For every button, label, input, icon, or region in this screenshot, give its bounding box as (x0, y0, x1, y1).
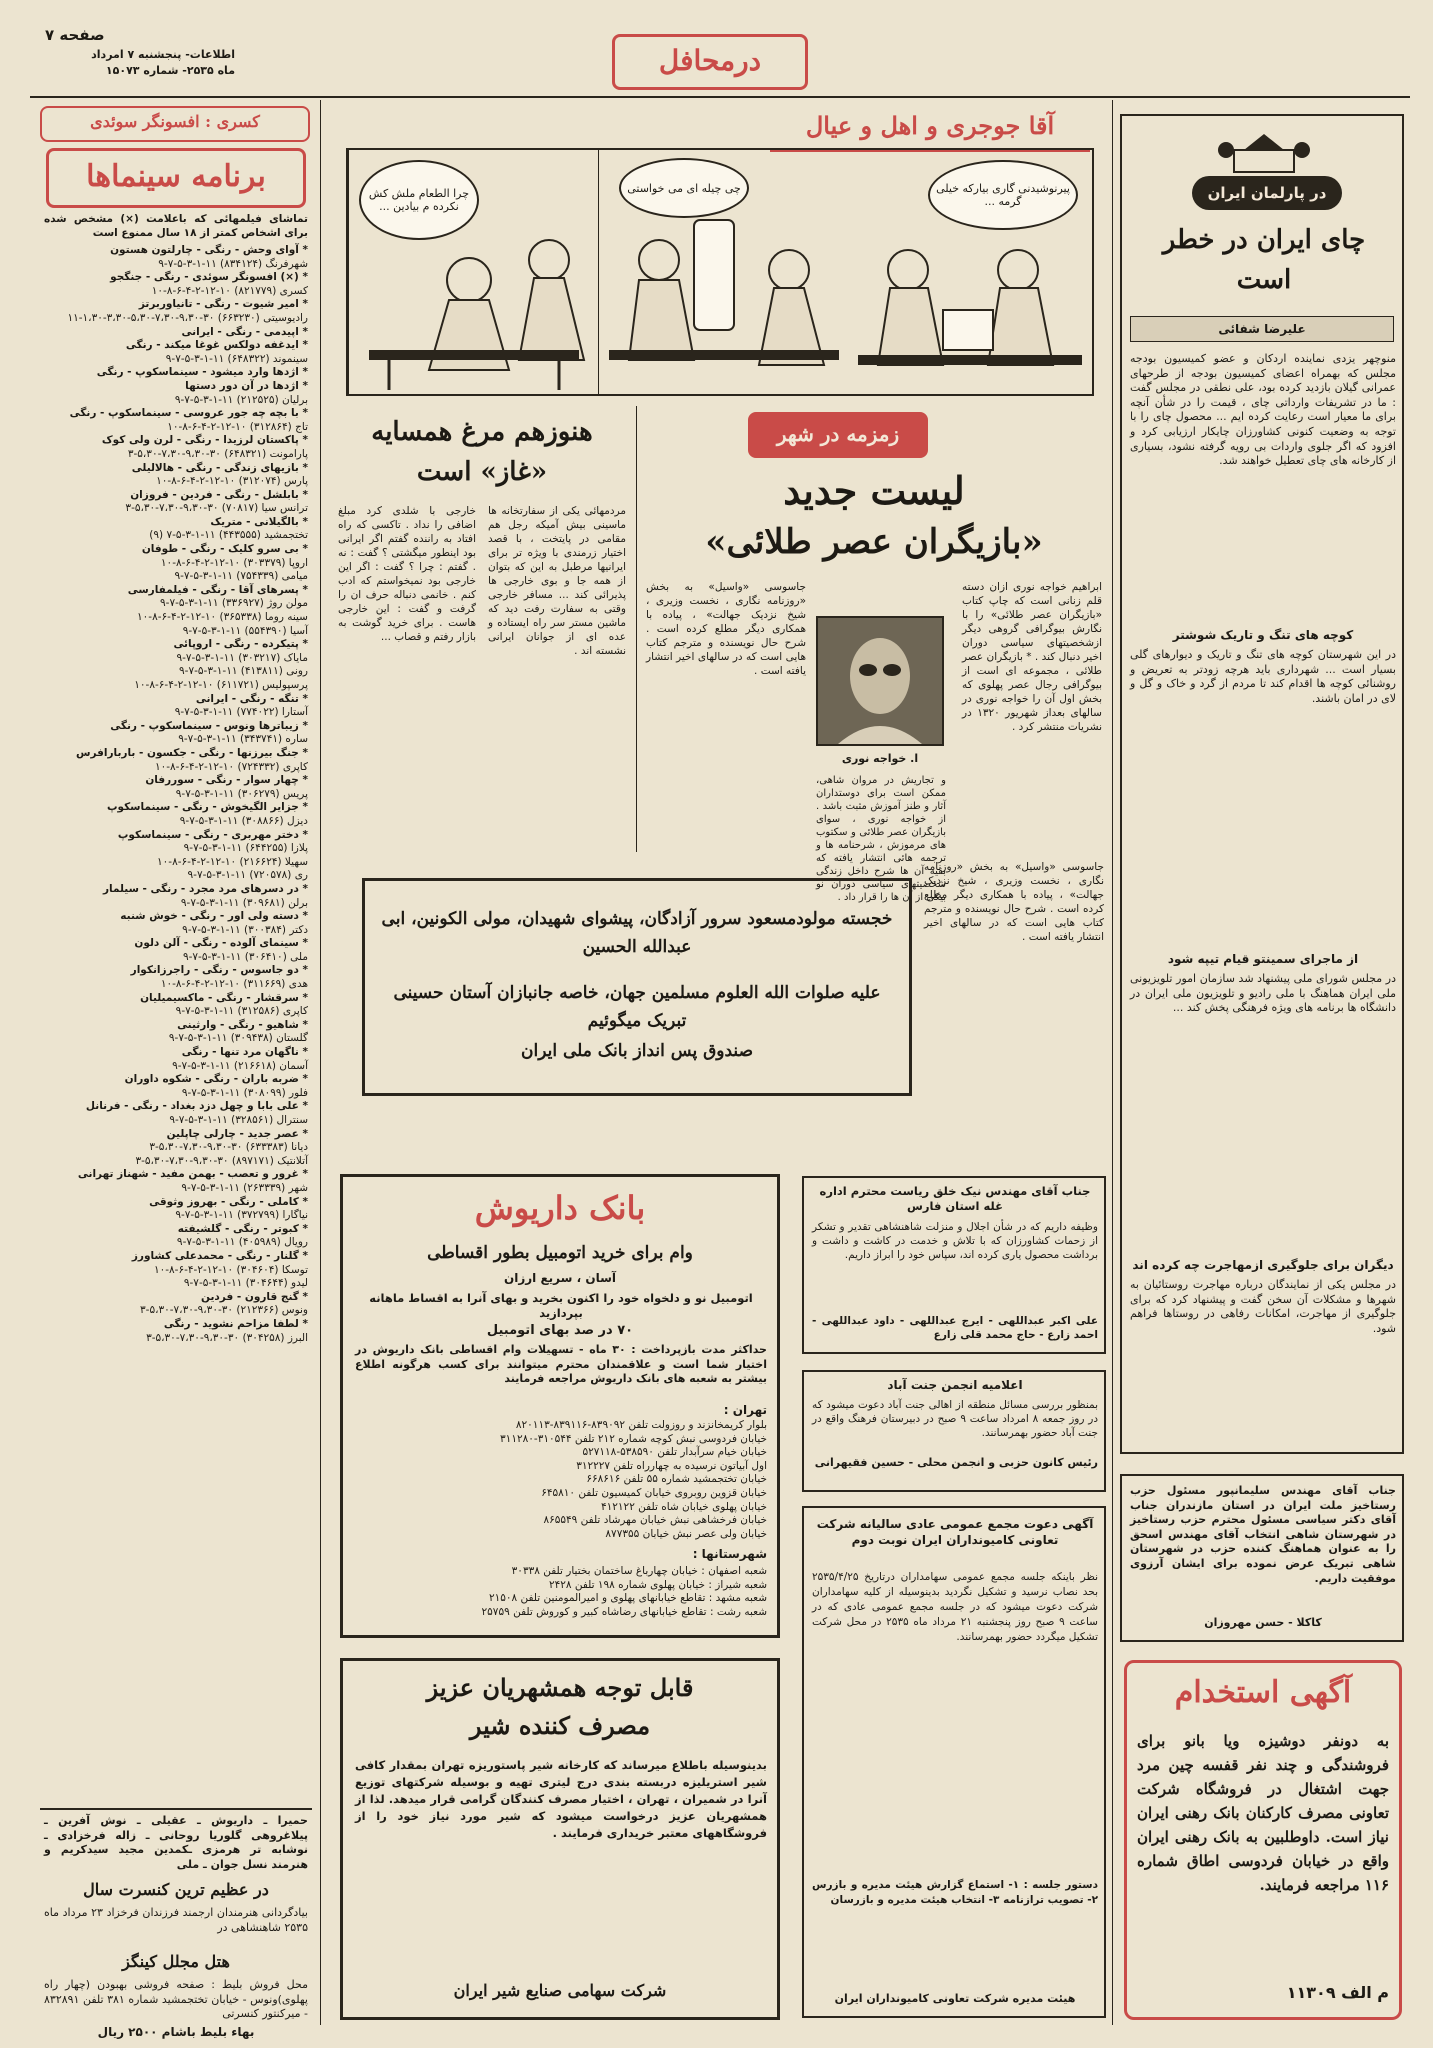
cartoon-figures-2 (599, 150, 849, 394)
cinema-list-item: شهرفرنگ (۸۳۴۱۲۴) ۱۱-۱-۳-۵-۷-۹ (158, 257, 308, 270)
cartoon-figures-3 (349, 150, 599, 394)
cinema-list-item: * در دسرهای مرد مجرد - رنگی - سیلمار (102, 882, 308, 895)
cinema-list-item: پریس (۳۰۶۲۷۹) ۱۱-۱-۳-۵-۷-۹ (175, 787, 308, 800)
cinema-list-item: تختجمشید (۴۴۳۵۵۵) ۱۱-۱-۳-۵-۷ (۹) (149, 529, 308, 542)
cinema-list-item: هدی (۳۱۱۶۶۹) ۱۰-۱۲-۲-۴-۶-۸-۱۰ (160, 978, 308, 991)
cinema-list-item: پرسپولیس (۶۱۱۷۲۱) ۱۰-۱۲-۲-۴-۶-۸-۱۰ (134, 679, 308, 691)
cinema-list-item: مولن روژ (۳۳۶۹۲۷) ۱۱-۱-۳-۵-۷-۹ (160, 597, 308, 610)
branch-item: خیابان خیام سرآبدار تلفن ۵۳۸۵۹۰-۵۲۷۱۱۸ (582, 1446, 767, 1459)
cinema-column (40, 100, 312, 2039)
ticket-price: بهاء بلیط باشام ۲۵۰۰ ریال (97, 2025, 255, 2039)
cinema-list-item: گلستان (۳۰۹۴۳۸) ۱۱-۱-۳-۵-۷-۹ (168, 1032, 308, 1045)
cinema-list-item: سنترال (۳۲۸۵۶۱) ۱۱-۱-۳-۵-۷-۹ (169, 1114, 308, 1126)
anjoman-title: اعلامیه انجمن جنت آباد (887, 1378, 1023, 1392)
cinema-list-item: * گنج قارون - فردین (201, 1290, 308, 1303)
cinema-list-item: * جنگ بیرزنها - رنگی - جکسون - باربارافرس (75, 746, 308, 759)
employment-ad (1124, 1660, 1402, 2020)
anjoman-body: بمنظور بررسی مسائل منطقه از اهالی جنت آباد دعوت میشود که در روز جمعه ۸ امرداد ساعت ۹ صبح در دبیرستان فرهنگ واقع در جنت آباد حضور بهمرسانند. (812, 1399, 1098, 1439)
concert-text: بیادگردانی هنرمندان ارجمند فرزندان فرخزاد ۲۳ مرداد ماه ۲۵۳۵ شاهنشاهی در (44, 1906, 308, 1934)
shareholders-signature: هیئت مدیره شرکت تعاونی کامیونداران ایران (834, 1992, 1076, 2005)
cinema-list-item: توسکا (۳۰۴۶۰۴) ۱۰-۱۲-۲-۴-۶-۸-۱۰ (153, 1263, 308, 1276)
branch-item: خیابان فرخشاهی نبش خیابان مهرشاد تلفن ۸۶۵۵۴۹ (543, 1514, 767, 1527)
cinema-list-item: * کبوتر - رنگی - گلشیفته (177, 1222, 308, 1235)
cinema-list-item: دکتر (۳۰۰۳۸۴) ۱۱-۱-۳-۵-۷-۹ (182, 923, 308, 936)
speech-bubble-2: چی چیله ای می خواستی (619, 158, 749, 218)
cinema-list-item: * امیر شیوت - رنگی - تانیاوربرتز (138, 298, 308, 311)
cinema-list-item: * با بچه چه جور عروسی - سینماسکوپ - رنگی (69, 407, 308, 420)
dariush-subtitle: وام برای خرید اتومبیل بطور اقساطی (427, 1243, 693, 1263)
tea-author: علیرضا شفائی (1130, 316, 1394, 342)
cinema-list-item: البرز (۳۰۴۲۵۸) ۳۰-۹،۳۰-۷،۳۰-۵،۳۰-۳ (146, 1331, 308, 1344)
cinema-list-item: * سرقشار - رنگی - ماکسیمیلیان (140, 991, 308, 1004)
street-title-2: «بازیگران عصر طلائی» (705, 522, 1043, 562)
parliament-banner: در پارلمان ایران (1192, 176, 1342, 210)
tea-title: چای ایران در خطر است (1162, 225, 1366, 295)
column-rule-left (320, 100, 321, 2025)
hotel-title: هتل مجلل کینگز (122, 1952, 230, 1971)
cinema-list-item: * ایدغفه دولکس غوغا میکند - رنگی (125, 339, 308, 352)
shareholders-agenda: دستور جلسه : ۱- استماع گزارش هیئت مدیره و بازرس ۲- تصویب ترازنامه ۳- انتخاب هیئت مدیره و بازرسان (812, 1879, 1099, 1906)
fars-notice (802, 1176, 1106, 1354)
cinema-list-item: پارامونت (۶۴۸۳۲۱) ۳۰-۹،۳۰-۷،۳۰-۵،۳۰-۳ (127, 447, 308, 460)
tea-body-4: در مجلس یکی از نمایندگان درباره مهاجرت روستائیان به شهرها و مشکلات آن سخن گفت و پیشنهاد کرد که برای جلوگیری از مهاجرت، امکانات رفاهی در روستاها فراهم شود. (1130, 1278, 1396, 1335)
cinema-list-item: لیدو (۳۰۴۶۴۴) ۱۱-۱-۳-۵-۷-۹ (183, 1277, 308, 1290)
cinema-list-item: * گلنار - رنگی - محمدعلی کشاورز (131, 1249, 308, 1262)
cinema-list-item: * بالگیلانی - متریک (210, 515, 308, 528)
paper-info: اطلاعات- پنجشنبه ۷ امرداد (91, 48, 235, 61)
dariush-terms: حداکثر مدت بازپرداخت : ۳۰ ماه - تسهیلات وام اقساطی بانک داریوش در اختیار شما است و علاقمندان محترم میتوانند برای کسب هرگونه اطلاع بیشتر به شعبه های بانک داریوش مراجعه فرمایند (355, 1343, 767, 1386)
cinema-list-item: رونی (۴۱۳۸۱۱) ۱۱-۱-۳-۵-۷-۹ (179, 665, 308, 678)
cinema-list-item: * پسرهای آقا - رنگی - فیلمفارسی (127, 583, 308, 596)
cinema-list-item: کسری (۸۲۱۷۷۹) ۱۰-۱۲-۲-۴-۶-۸-۱۰ (151, 284, 308, 297)
cinema-list-item: * اژدها وارد میشود - سینماسکوپ - رنگی (96, 366, 308, 379)
congrats-signature: صندوق پس انداز بانک ملی ایران (521, 1041, 753, 1061)
cinema-list-item: ری (۷۲۰۵۷۸) ۱۱-۱-۳-۵-۷-۹ (187, 869, 308, 882)
author-photo (816, 616, 944, 746)
cinema-list-item: آسمان (۲۱۶۶۱۸) ۱۱-۱-۳-۵-۷-۹ (172, 1059, 308, 1072)
branch-item: خیابان قزوین روبروی خیابان کمیسیون تلفن ۶۴۵۸۱۰ (541, 1486, 767, 1499)
cinema-list-item: * بی سرو کلیک - رنگی - طوفان (141, 543, 308, 556)
cinema-divider (40, 1808, 312, 1810)
cartoon-title: آقا جوجری و اهل و عیال (770, 108, 1090, 152)
anjoman-notice (802, 1370, 1106, 1492)
speech-bubble-3: چرا الطعام ملش کش نکرده م بیادین ... (359, 160, 479, 240)
program-intro: تماشای فیلمهائی که باعلامت (×) مشخص شده برای اشخاص کمتر از ۱۸ سال ممنوع است (44, 213, 308, 239)
cinema-list (44, 244, 308, 1804)
street-col-1: ابراهیم خواجه نوری ازان دسته قلم زنانی است که چاپ کتاب «بازیگران عصر طلائی» را با نگارش بیوگرافی گروهی دیگر ازشخصیتهای سیاسی دوران اخیر دنبال کند . * بازیگران عصر طلائی ، مجموعه ای است از بیوگرافی رجال عصر پهلوی که بخش اول آن را خواجه نوری در سالهای بعداز شهریور ۱۳۲۰ در نشریات منتشر کرد . (962, 581, 1102, 733)
cinema-list-item: شهر (۲۶۳۳۳۹) ۱۱-۱-۳-۵-۷-۹ (181, 1181, 308, 1194)
concert-title: در عظیم ترین کنسرت سال (83, 1880, 269, 1899)
cinema-list-item: اروپا (۳۰۳۳۷۹) ۱۰-۱۲-۲-۴-۶-۸-۱۰ (160, 556, 308, 569)
cinema-list-item: کاپری (۷۲۴۳۳۲) ۱۰-۱۲-۲-۴-۶-۸-۱۰ (154, 760, 308, 773)
province-item: شعبه شیراز : خیابان پهلوی شماره ۱۹۸ تلفن ۲۴۲۸ (548, 1578, 767, 1591)
cinema-list-item: برلیان (۲۱۲۵۲۵) ۱۱-۱-۳-۵-۷-۹ (174, 393, 308, 406)
cartoon-frame (346, 148, 1094, 396)
cinema-list-item: برلن (۳۰۹۶۸۱) ۱۱-۱-۳-۵-۷-۹ (180, 896, 308, 909)
cinema-list-item: سینه روما (۳۶۵۳۳۸) ۱۰-۱۲-۲-۴-۶-۸-۱۰ (137, 611, 308, 624)
photo-caption: ا. خواجه نوری (841, 752, 919, 765)
cinema-list-item: * (×) افسونگر سوئدی - رنگی - جنگجو (110, 271, 308, 284)
cinema-list-item: * سینمای آلوده - رنگی - آلن دلون (134, 937, 308, 950)
tea-article (1120, 114, 1404, 1454)
cartoon-panel-3 (348, 150, 598, 394)
branch-item: خیابان تختجمشید شماره ۵۵ تلفن ۶۶۸۶۱۶ (586, 1473, 767, 1486)
cinema-list-item: ساره (۳۴۳۷۴۱) ۱۱-۱-۳-۵-۷-۹ (178, 733, 308, 746)
cinema-list-item: نیاگارا (۳۷۲۷۹۹) ۱۱-۱-۳-۵-۷-۹ (175, 1209, 308, 1222)
province-item: شعبه رشت : تقاطع خیابانهای رضاشاه کبیر و کوروش تلفن ۲۵۷۵۹ (481, 1605, 767, 1618)
cinema-list-item: * کاملی - رنگی - بهروز وثوقی (149, 1195, 308, 1208)
cinema-list-item: * ضربه باران - رنگی - شکوه داوران (124, 1073, 308, 1086)
mazandaran-body: جناب آقای مهندس سلیمانپور مسئول حزب رستاخیز ملت ایران در استان مازندران جناب آقای دکتر سیاسی مسئول محترم حزب رستاخیز در شهرستان شاهی انتخاب آقای مهندس اسحق را به عنوان هماهنگ کننده حزب در شهرستان شاهی تبریک عرض نموده برای ایشان آرزوی موفقیت داریم. (1130, 1484, 1396, 1585)
dariush-tagline: آسان ، سریع ارزان (503, 1271, 616, 1285)
cinema-list-item: * علی بابا و چهل دزد بغداد - رنگی - فرنانل (85, 1100, 308, 1113)
cinema-list-item: * جزایر الگیخوش - رنگی - سینماسکوپ (106, 801, 308, 814)
cinema-list-item: پلازا (۶۴۴۲۵۵) ۱۱-۱-۳-۵-۷-۹ (183, 842, 308, 855)
cinema-list-item: سینموند (۶۴۸۳۲۲) ۱۱-۱-۳-۵-۷-۹ (165, 352, 308, 365)
cinema-list-item: آسیا (۵۵۴۳۹۰) ۱۱-۱-۳-۵-۷-۹ (182, 624, 308, 637)
branch-item: خیابان فردوسی نبش کوچه شماره ۲۱۲ تلفن ۳۱۰۵۴۴-۳۱۱۲۸۰ (500, 1432, 767, 1445)
cartoon-panel-2 (598, 150, 848, 394)
cinema-list-item: ملی (۳۰۶۴۱۰) ۱۱-۱-۳-۵-۷-۹ (182, 950, 308, 963)
cartoon-strip (340, 108, 1100, 400)
speech-bubble-1: پیرنوشیدنی گاری بیارکه خیلی گرمه ... (928, 160, 1078, 230)
milk-body: بدینوسیله باطلاع میرساند که کارخانه شیر پاستوریزه تهران بمقدار کافی شیر استریلیزه دربسته بندی درج لیتری تهیه و بوسیله شرکتهای توزیع آنرا در شمیران ، تهران ، اختیار مصرف کنندگان گرامی قرار میدهد. لذا از همشهریان عزیز درخواست میشود که شیر مورد نیاز خود را از فروشگاههای معتبر خریداری فرمایند . (355, 1758, 767, 1840)
street-article (644, 404, 1104, 903)
dariush-branches-title: تهران : (723, 1403, 767, 1417)
fars-signature: علی اکبر عبداللهی - ایرج عبداللهی - داود عبداللهی - احمد زارع - حاج محمد قلی زارع (812, 1315, 1098, 1341)
milk-signature: شرکت سهامی صنایع شیر ایران (453, 1981, 667, 2000)
branch-item: خیابان پهلوی خیابان شاه تلفن ۴۱۲۱۲۲ (601, 1500, 767, 1513)
cinema-list-item: * دو جاسوس - رنگی - راجرزانکوار (130, 964, 308, 977)
cinema-list-item: * پاکستان لرزیدا - رنگی - لرن ولی کوک (101, 434, 308, 447)
cinema-list-item: رویال (۴۰۵۹۸۹) ۱۱-۱-۳-۵-۷-۹ (176, 1236, 308, 1249)
cinema-list-item: * ناگهان مرد تنها - رنگی (181, 1046, 308, 1059)
dariush-percent: ۷۰ در صد بهای اتومبیل (486, 1323, 634, 1338)
fars-title: جناب آقای مهندس نیک خلق ریاست محترم اداره غله استان فارس (819, 1184, 1091, 1213)
gas-col-1: مردمهائی یکی از سفارتخانه ها ماسینی بیش آمیکه رجل هم مقامی در پایتخت ، با قصد اختیار زرمندی با ویژه تر برای ایرانیها مرطبل به این که بتوان از همه جا و بوی خارجی ها پذیرائی کند ... مسافر خارجی وقتی به سفارت رفت دید که ماشین مستر سر راه ایستاده و عده ای از جوانان ایرانی نشسته اند . (488, 505, 626, 657)
branch-item: خیابان ولی عصر نبش خیابان ۸۷۷۳۵۵ (605, 1527, 767, 1540)
dariush-bank-ad (340, 1174, 780, 1638)
cinema-list-item: مایاک (۳۰۳۲۱۷) ۱۱-۱-۳-۵-۷-۹ (176, 651, 308, 664)
dariush-title: بانک داریوش (474, 1189, 646, 1227)
province-item: شعبه اصفهان : خیابان چهارباغ ساختمان بختیار تلفن ۳۰۳۳۸ (511, 1565, 767, 1577)
province-item: شعبه مشهد : تقاطع خیابانهای پهلوی و امیرالمومنین تلفن ۲۱۵۰۸ (488, 1592, 767, 1605)
cinema-list-item: دیزل (۳۰۸۸۶۶) ۱۱-۱-۳-۵-۷-۹ (179, 814, 308, 827)
cinema-list-item: * بابلشل - رنگی - فردین - فروزان (130, 488, 308, 501)
shareholders-body: نظر باینکه جلسه مجمع عمومی سهامداران درتاریخ ۲۵۳۵/۴/۲۵ بحد نصاب نرسید و تشکیل نگردید بدینوسیله از کلیه سهامداران شرکت دعوت میشود که در جلسه مجمع عمومی عادی که در ساعت ۹ صبح روز پنجشنبه ۲۱ مرداد ماه ۲۵۳۵ در محل شرکت تشکیل میگردد حضور بهمرسانند. (812, 1571, 1098, 1643)
gas-col-2: خارجی با شلدی کرد مبلغ اضافی را نداد . تاکسی که راه افتاد به راننده گفتم اگر ایرانی بود اینطور میگشتی ؟ گفت : نه . گفتم : چرا ؟ گفت : اگر این خارجی بود نمیخواستم که ادب کنم . خانمی دنباله حرف ان را گرفت و گفت : این خارجی هاست . برای خرید گوشت به بازار رفتم و قصاب ... (338, 505, 476, 643)
branch-item: بلوار کریمخانزند و روزولت تلفن ۸۳۹۰۹۲-۸۳۹۱۱۶-۸۲۰۱۱۳ (515, 1419, 767, 1431)
cinema-list-item: * بازیهای زندگی - رنگی - هالالیلی (131, 461, 308, 474)
page-number: صفحه ۷ (45, 26, 105, 44)
cinema-list-item: * پتیکرده - رنگی - اروپائی (173, 638, 308, 651)
employment-title: آگهی استخدام (1174, 1675, 1352, 1710)
tea-body-2: در این شهرستان کوچه های تنگ و تاریک و دیوارهای گلی بسیار است ... شهرداری باید هرچه زودتر به تعریض و روشنائی کوچه ها اقدام کند تا مردم از گرد و خاک و گل و لای در امان باشند. (1130, 648, 1396, 705)
cinema-list-item: فلور (۳۰۸۰۹۹) ۱۱-۱-۳-۵-۷-۹ (181, 1086, 308, 1099)
program-title: برنامه سینماها (46, 148, 306, 208)
dariush-intro: اتومبیل نو و دلخواه خود را اکنون بخرید و بهای آنرا به اقساط ماهانه بپردازید (369, 1291, 753, 1320)
cinema-list-item: رادیوسیتی (۶۶۳۲۳۰) ۳۰-۹،۳۰-۷،۳۰-۵،۳۰-۳،۳۰-۱،۳۰-۱۱ (67, 311, 308, 324)
tea-subhead-2: از ماجرای سمینتو قیام تیپه شود (1167, 952, 1359, 966)
dariush-provinces-title: شهرستانها : (692, 1547, 767, 1561)
congrats-line-1: خجسته مولودمسعود سرور آزادگان، پیشوای شهیدان، مولی الکونین، ابی عبدالله الحسین (381, 909, 893, 957)
cinema-list-item: * چهار سوار - رنگی - سوررفان (145, 774, 308, 787)
cinema-list-item: میامی (۷۵۴۳۳۹) ۱۱-۱-۳-۵-۷-۹ (174, 570, 308, 583)
hotel-text: محل فروش بلیط : صفحه فروشی بهبودن (چهار راه پهلوی)ونوس - خیابان تختجمشید شماره ۳۸۱ تلفن ۸۳۲۸۹۱ - میرکنتور کنسرتی (44, 1978, 308, 2021)
cinema-list-item: پارس (۳۱۲۰۷۴) ۱۰-۱۲-۲-۴-۶-۸-۱۰ (156, 475, 308, 488)
parliament-emblem (1214, 130, 1314, 176)
shareholders-title: آگهی دعوت مجمع عمومی عادی سالیانه شرکت تعاونی کامیونداران ایران نوبت دوم (816, 1517, 1094, 1547)
film-banner: کسری : افسونگر سوئدی (40, 106, 310, 142)
cinema-list-item: * اژدها در آن دور دستها (185, 379, 308, 392)
cinema-list-item: تاج (۳۱۲۸۶۴) ۱۰-۱۲-۲-۴-۶-۸-۱۰ (167, 420, 308, 433)
cinema-list-item: ونوس (۲۱۲۳۶۶) ۳۰-۹،۳۰-۷،۳۰-۵،۳۰-۳ (140, 1304, 308, 1317)
cinema-list-item: * دسته ولی اور - رنگی - خوش شنبه (120, 910, 308, 923)
street-col-3: جاسوسی «واسیل» به بخش «روزنامه نگاری ، نخست وزیری ، شیخ نزدیک جهالت» ، پیاده با همکاری دیگر مطلع کرده است . شرح حال نویسنده و مترجم کتاب هایی است که در سالهای اخیر انتشار یافته است . (646, 581, 806, 677)
cinema-list-item: * زیباترها ونوس - سینماسکوپ - رنگی (110, 719, 308, 732)
tea-body-3: در مجلس شورای ملی پیشنهاد شد سازمان امور تلویزیونی ملی ایران هماهنگ با ملی رادیو و تلویزیون ملی ایران در دانشگاه ها برنامه های ویژه فرهنگی پخش کند ... (1130, 972, 1396, 1015)
cartoon-figures-1 (848, 150, 1092, 394)
gas-article (336, 404, 628, 852)
cinema-list-item: سهیلا (۲۱۶۶۲۴) ۱۰-۱۲-۲-۴-۶-۸-۱۰ (157, 855, 308, 868)
employment-code: م الف ۱۱۳۰۹ (1286, 1983, 1389, 2002)
dariush-branch-list (355, 1419, 767, 1545)
cinema-list-item: * لطفا مزاحم نشوید - رنگی (163, 1317, 308, 1330)
street-continuation: جاسوسی «واسیل» به بخش «روزنامه نگاری ، نخست وزیری ، شیخ نزدیک جهالت» ، پیاده با همکاری دیگر مطلع کرده است . شرح حال نویسنده و مترجم کتاب هایی است که در سالهای اخیر انتشار یافته است . (924, 861, 1104, 943)
issue-info: ماه ۲۵۳۵- شماره ۱۵۰۷۳ (105, 64, 235, 77)
cinema-list-item: * عصر جدید - چارلی چاپلین (166, 1127, 308, 1140)
mazandaran-notice (1120, 1474, 1404, 1642)
column-rule-right (1112, 100, 1113, 2025)
tea-body: منوچهر یزدی نماینده اردکان و عضو کمیسیون بودجه مجلس که بهمراه اعضای کمیسیون بودجه از طرحهای عمرانی گیلان بازدید کرده بود، علی نطقی در مجلس گفت : ما در تشریفات وارداتی چای ، قیمت را در شأن آنچه برای ما معیار است رعایت کرده ایم ... محصول چای را با توجه به وضعیت کنونی کشاورزان چایکار ارزیابی کرد و افزود که اگر جلوی واردات بی رویه گرفته نشود، بسیاری از کارخانه های چای تعطیل خواهند شد. (1130, 352, 1396, 468)
tea-subhead-1: کوچه های تنگ و تاریک شوشتر (1172, 628, 1354, 642)
cinema-list-item: * آوای وحش - رنگی - چارلتون هستون (110, 244, 308, 256)
cinema-list-item: * غرور و تعصب - بهمن مفید - شهناز تهرانی (77, 1168, 308, 1181)
cinema-list-item: * شاهیو - رنگی - وارثینی (177, 1018, 308, 1031)
cinema-list-item: آستارا (۷۷۴۰۲۲) ۱۱-۱-۳-۵-۷-۹ (174, 706, 308, 719)
milk-title: قابل توجه همشهریان عزیز (426, 1673, 694, 1702)
shareholders-ad (802, 1506, 1106, 2018)
cinema-list-item: آتلانتیک (۸۹۷۱۷۱) ۳۰-۹،۳۰-۷،۳۰-۵،۳۰-۳ (135, 1154, 308, 1167)
fars-body: وظیفه داریم که در شأن اجلال و منزلت شاهنشاهی تقدیر و تشکر از زحمات کشاورزان که با تلاش و خدمت در کاشت و داشت و برداشت محصول یاری کرده اند، سپاس خود را ابراز داریم. (812, 1221, 1098, 1261)
cinema-list-item: * تنگه - رنگی - ایرانی (195, 692, 308, 705)
cinema-list-item: * دختر مهربری - رنگی - سینماسکوپ (117, 828, 308, 841)
cinema-list-item: ترانس سیا (۷۰۸۱۷) ۳۰-۹،۳۰-۷،۳۰-۵،۳۰-۳ (125, 502, 308, 515)
branch-item: اول آبیاتون نرسیده به چهارراه تلفن ۳۱۲۲۲۷ (576, 1459, 767, 1472)
cartoon-panel-1 (848, 150, 1092, 394)
street-col-2: و تجاریش در مروان شاهی، ممکن است برای دوستداران آثار و طنز آموزش مثبت باشد . از خواجه نوری ، سوای بازیگران عصر طلائی و سکتوب های مرموزش ، شرحنامه ها و ترجمه هائی انتشار یافته که بقیه آن ها شرح داخل زندگی شخصیتهای سیاسی دوران نو بیکی از آن ها را قرار داد . (816, 775, 946, 903)
street-banner: زمزمه در شهر (748, 412, 928, 458)
cinema-list-item: دیانا (۶۳۳۳۸۳) ۳۰-۹،۳۰-۷،۳۰-۵،۳۰-۳ (149, 1141, 308, 1154)
cinema-list-item: کاپری (۳۱۲۵۸۶) ۱۱-۱-۳-۵-۷-۹ (175, 1005, 308, 1018)
employment-body: به دونفر دوشیزه ویا بانو برای فروشندگی و چند نفر قفسه چین مرد جهت اشتغال در فروشگاه شرکت تعاونی مصرف کارکنان بانک رهنی ایران نیاز است. داوطلبین به بانک رهنی ایران واقع در خیابان فردوسی اطاق شماره ۱۱۶ مراجعه فرمایند. (1137, 1732, 1389, 1894)
concert-performers: حمیرا ـ داریوش ـ عقیلی ـ نوش آفرین ـ پیلاغروهی گلوریا روحانی ـ زاله فرخزادی ـ نوشابه تر هرمزی ـکمدین مجید سیدکریم و هنرمند نسل جوان ـ ملی (44, 1814, 308, 1871)
dariush-province-list (355, 1565, 767, 1629)
street-title-1: لیست جدید (783, 468, 965, 513)
anjoman-signature: رئیس کانون حزبی و انجمن محلی - حسین فقیهرانی (814, 1456, 1098, 1469)
mazandaran-signature: کاکلا - حسن مهروزان (1204, 1616, 1322, 1629)
congrats-line-2: علیه صلوات الله العلوم مسلمین جهان، خاصه جانبازان آستان حسینی تبریک میگوئیم (393, 983, 881, 1031)
section-label: درمحافل (612, 34, 808, 90)
header-rule (30, 96, 1410, 98)
tea-subhead-3: دیگران برای جلوگیری ازمهاجرت چه کرده اند (1132, 1258, 1394, 1272)
column-rule-mid (636, 406, 637, 852)
gas-title: هنوزهم مرغ همسایه «غاز» است (371, 417, 593, 487)
milk-subtitle: مصرف کننده شیر (469, 1711, 651, 1740)
milk-ad (340, 1658, 780, 2020)
congrats-ad (362, 878, 912, 1096)
cinema-list-item: * اپیدمی - رنگی - ایرانی (181, 325, 308, 338)
